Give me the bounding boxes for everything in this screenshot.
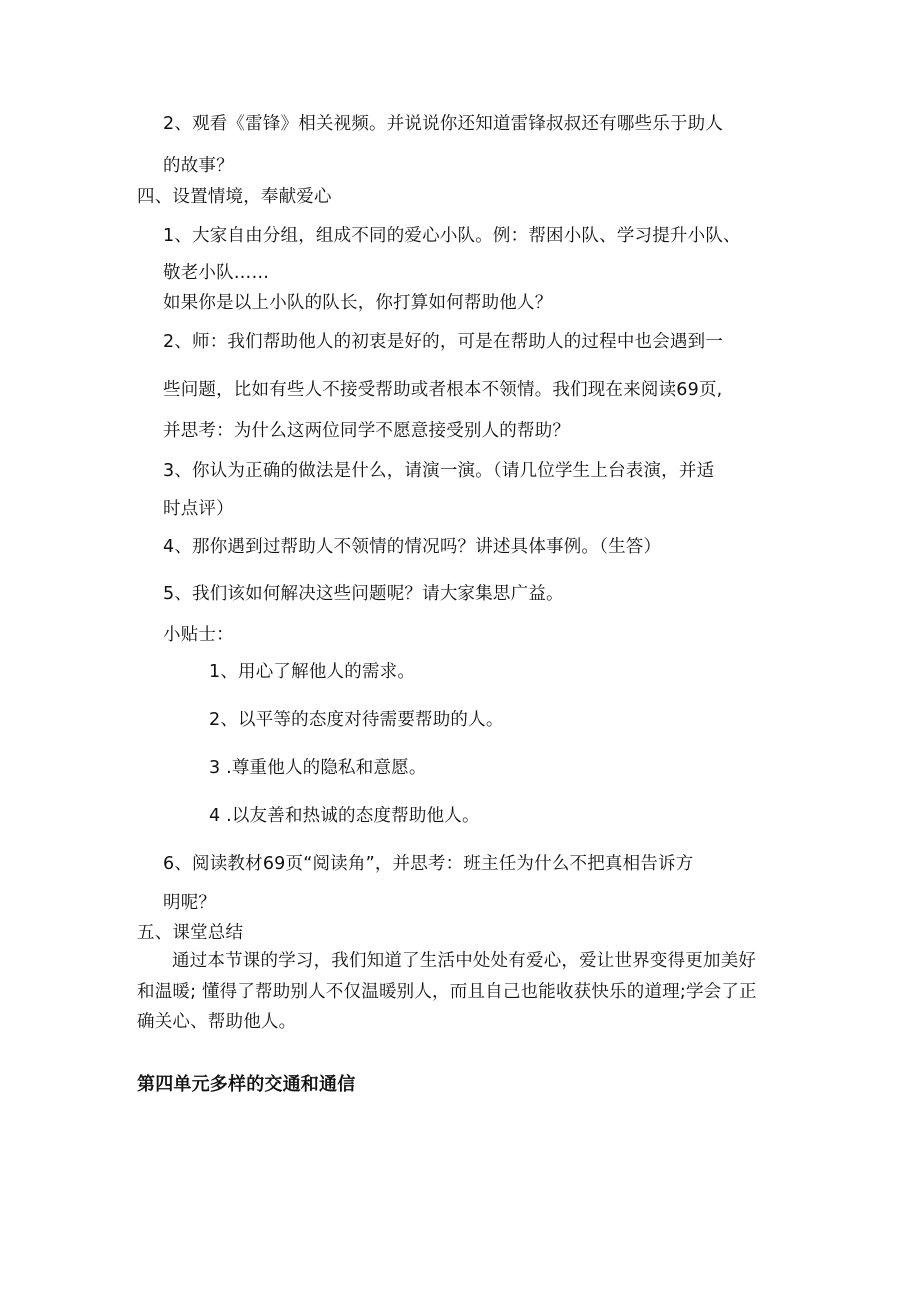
summary-line-2: 和温暖; 懂得了帮助别人不仅温暖别人，而且自己也能收获快乐的道理;学会了正 [137,982,757,1002]
section-4-item-1-line-1: 1、大家自由分组，组成不同的爱心小队。例：帮困小队、学习提升小队、 [163,226,741,246]
section-4-item-3-line-1: 3、你认为正确的做法是什么，请演一演。（请几位学生上台表演，并适 [163,461,715,481]
section-4-item-1-line-2: 敬老小队…… [163,263,270,283]
tips-item-2: 2、以平等的态度对待需要帮助的人。 [209,710,504,730]
tips-item-3: 3 .尊重他人的隐私和意愿。 [209,758,427,778]
section-4-item-1-line-3: 如果你是以上小队的队长，你打算如何帮助他人？ [163,293,553,313]
tips-item-1: 1、用心了解他人的需求。 [209,662,416,682]
section-4-item-5: 5、我们该如何解决这些问题呢？请大家集思广益。 [163,584,564,604]
section-4-item-2-line-2: 些问题，比如有些人不接受帮助或者根本不领情。我们现在来阅读69页, [163,380,723,400]
item-2-video-line-1: 2、观看《雷锋》相关视频。并说说你还知道雷锋叔叔还有哪些乐于助人 [163,114,724,134]
section-5-title: 五、课堂总结 [137,923,244,943]
summary-line-3: 确关心、帮助他人。 [137,1012,297,1032]
section-4-item-6-line-1: 6、阅读教材69页“阅读角”，并思考：班主任为什么不把真相告诉方 [163,854,694,874]
section-4-title: 四、设置情境，奉献爱心 [137,187,332,207]
tips-item-4: 4 .以友善和热诚的态度帮助他人。 [209,806,480,826]
item-2-video-line-2: 的故事？ [163,156,234,176]
unit-heading: 第四单元多样的交通和通信 [137,1074,356,1095]
section-4-item-3-line-2: 时点评） [163,499,234,519]
tips-title: 小贴士： [163,625,234,645]
section-4-item-4: 4、那你遇到过帮助人不领情的情况吗？讲述具体事例。（生答） [163,537,662,557]
section-4-item-2-line-3: 并思考：为什么这两位同学不愿意接受别人的帮助？ [163,421,571,441]
section-4-item-6-line-2: 明呢？ [163,893,217,913]
summary-line-1: 通过本节课的学习，我们知道了生活中处处有爱心，爱让世界变得更加美好 [172,951,757,971]
section-4-item-2-line-1: 2、师：我们帮助他人的初衷是好的，可是在帮助人的过程中也会遇到一 [163,332,724,352]
